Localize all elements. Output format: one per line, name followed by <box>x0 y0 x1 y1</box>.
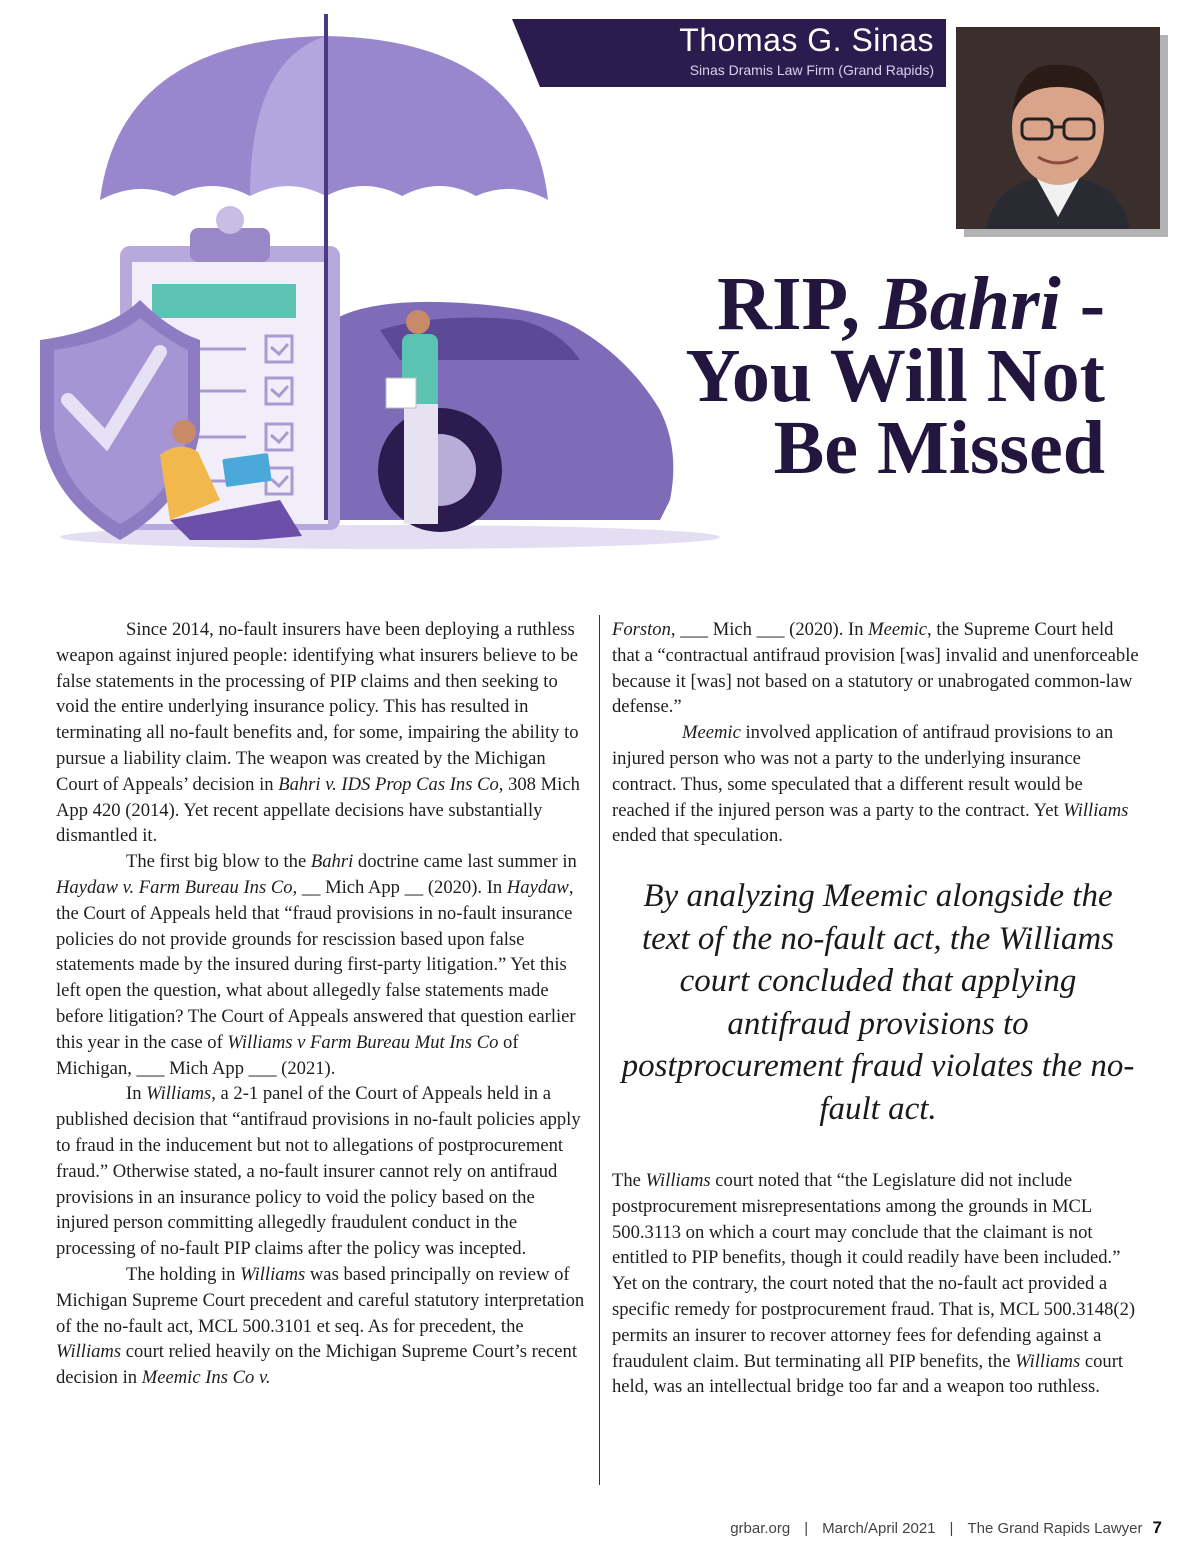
article-column-right-bottom <box>612 1168 1142 1400</box>
paragraph: Since 2014, no-fault insurers have been deploying a ruthless weapon against injured people: identifying what insurers believe to be false statements in the processing of PIP claims and then seeking to void the entire underlying insurance policy. This has resulted in terminating all no-fault benefits and, for some, impairing the ability to pursue a liability claim. The weapon was created by the Michigan Court of Appeals’ decision in Bahri v. IDS Prop Cas Ins Co, 308 Mich App 420 (2014). Yet recent appellate decisions have substantially dismantled it. <box>56 619 580 847</box>
column-divider <box>599 615 600 1485</box>
article-column-right-top <box>612 617 1142 849</box>
clipboard-clip-hole <box>216 206 244 234</box>
pull-quote: By analyzing Meemic alongside the text of the no-fault act, the Williams court concluded that applying antifraud provisions to postprocurement fraud violates the no-fault act. <box>621 878 1135 1127</box>
case-citation: Haydaw v. Farm Bureau Ins Co <box>56 876 293 898</box>
case-citation: Williams <box>56 1341 122 1363</box>
page-number: 7 <box>1152 1518 1162 1537</box>
footer-issue: March/April 2021 <box>822 1520 936 1537</box>
paragraph: Meemic involved application of antifraud provisions to an injured person who was not a party to the underlying insurance contract. Thus, some speculated that a different result would be reached if the injured person was a party to the contract. Yet Williams ended that speculation. <box>612 722 1129 847</box>
case-citation: Forston <box>612 619 671 640</box>
article-column-left <box>56 617 590 1391</box>
case-citation: Haydaw <box>506 876 569 898</box>
footer-publication: The Grand Rapids Lawyer <box>967 1520 1143 1537</box>
paragraph: In Williams, a 2-1 panel of the Court of Appeals held in a published decision that “antifraud provisions in no-fault policies apply to fraud in the inducement but not to allegations of postprocurement fraud.” Otherwise stated, a no-fault insurer cannot rely on antifraud provisions in an insurance policy to void the policy based on the injured person committing allegedly fraudulent conduct in the processing of no-fault PIP claims after the policy was incepted. <box>56 1083 581 1260</box>
paragraph: The first big blow to the Bahri doctrine came last summer in Haydaw v. Farm Bureau Ins Co, __ Mich App __ (2020). In Haydaw, the Court of Appeals held that “fraud provisions in no-fault insurance policies do not provide grounds for rescission based upon false statements made by the insured during first-party litigation.” Yet this left open the question, what about allegedly false statements made before litigation? The Court of Appeals answered that question earlier this year in the case of Williams v Farm Bureau Mut Ins Co of Michigan, ___ Mich App ___ (2021). <box>56 851 577 1079</box>
paragraph: The Williams court noted that “the Legislature did not include postprocurement misrepresentations among the grounds in MCL 500.3113 on which a court may conclude that the claimant is not entitled to PIP benefits, though it could readily have been included.” Yet on the contrary, the court noted that the no-fault act provided a specific remedy for postprocurement fraud. That is, MCL 500.3148(2) permits an insurer to recover attorney fees for defending against a fraudulent claim. But terminating all PIP benefits, the Williams court held, was an intellectual bridge too far and a weapon too ruthless. <box>612 1170 1136 1398</box>
case-citation: Meemic <box>868 619 928 640</box>
headline-line-3: Be Missed <box>773 406 1105 491</box>
footer-site: grbar.org <box>730 1520 791 1537</box>
headline-line-2: You Will Not <box>685 334 1105 419</box>
author-firm: Sinas Dramis Law Firm (Grand Rapids) <box>689 62 934 78</box>
case-citation: Williams <box>1063 799 1129 821</box>
document-icon <box>386 378 416 408</box>
case-citation: Williams <box>146 1083 212 1105</box>
page-footer: grbar.org | March/April 2021 | The Grand Rapids Lawyer 7 <box>730 1518 1162 1537</box>
headline-line-1: RIP, Bahri - <box>717 262 1105 346</box>
paragraph: Forston, ___ Mich ___ (2020). In Meemic, the Supreme Court held that a “contractual antifraud provision [was] invalid and unenforceable because it [was] not based on a statutory or unabrogated common-law defense.” <box>612 619 1139 718</box>
case-citation: Williams <box>1015 1350 1081 1372</box>
clipboard-header-bar <box>152 284 296 318</box>
case-citation: Meemic <box>682 722 741 744</box>
case-citation: Williams <box>645 1170 711 1191</box>
author-photo <box>956 27 1160 229</box>
person-standing-legs <box>404 404 438 524</box>
headline <box>685 262 1105 491</box>
person-sitting-head <box>172 420 196 444</box>
paragraph: The holding in Williams was based principally on review of Michigan Supreme Court precedent and careful statutory interpretation of the no-fault act, MCL 500.3101 et seq. As for precedent, the Williams court relied heavily on the Michigan Supreme Court’s recent decision in Meemic Ins Co v. <box>56 1263 585 1389</box>
case-citation: Williams v Farm Bureau Mut Ins Co <box>227 1031 499 1053</box>
case-citation: Meemic Ins Co v. <box>141 1367 271 1389</box>
case-citation: Bahri v. IDS Prop Cas Ins Co <box>278 773 499 795</box>
person-standing-head <box>406 310 430 334</box>
portrait-icon <box>956 27 1160 229</box>
author-name: Thomas G. Sinas <box>679 22 934 58</box>
case-citation: Bahri <box>310 851 354 873</box>
case-citation: Williams <box>240 1263 306 1285</box>
